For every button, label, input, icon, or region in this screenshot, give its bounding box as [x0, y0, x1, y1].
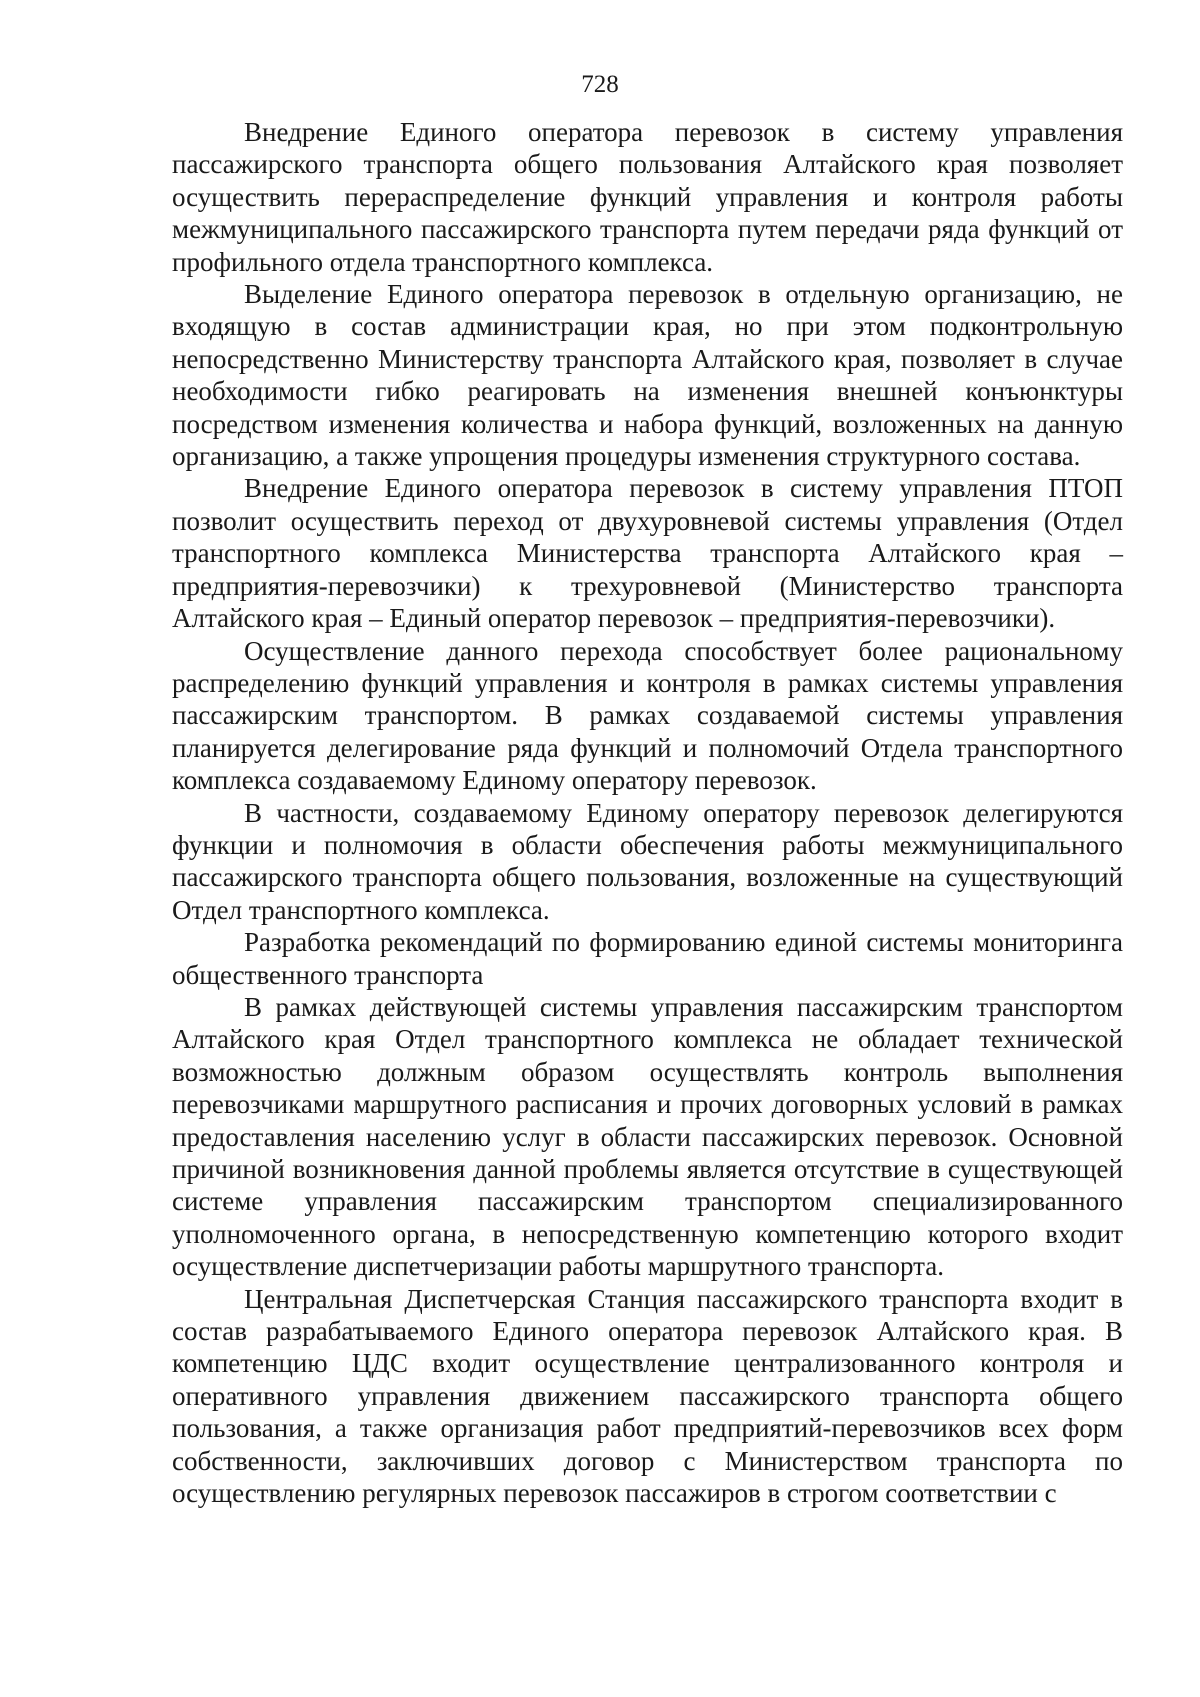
page-number: 728	[581, 71, 619, 98]
section-heading: Разработка рекомендаций по формированию единой системы мониторинга общественного транспорта	[172, 927, 1123, 990]
paragraph: В рамках действующей системы управления пассажирским транспортом Алтайского края Отдел транспортного комплекса не обладает технической возможностью должным образом осуществлять контроль выполнения перевозчиками маршрутного расписания и прочих договорных условий в рамках предоставления населению услуг в области пассажирских перевозок. Основной причиной возникновения данной проблемы является отсутствие в существующей системе управления пассажирским транспортом специализированного уполномоченного органа, в непосредственную компетенцию которого входит осуществление диспетчеризации работы маршрутного транспорта.	[172, 991, 1123, 1282]
paragraph: Центральная Диспетчерская Станция пассажирского транспорта входит в состав разрабатываемого Единого оператора перевозок Алтайского края. В компетенцию ЦДС входит осуществление централизованного контроля и оперативного управления движением пассажирского транспорта общего пользования, а также организация работ предприятий-перевозчиков всех форм собственности, заключивших договор с Министерством транспорта по осуществлению регулярных перевозок пассажиров в строгом соответствии с	[172, 1283, 1123, 1509]
paragraph: В частности, создаваемому Единому оператору перевозок делегируются функции и полномочия в области обеспечения работы межмуниципального пассажирского транспорта общего пользования, возложенные на существующий Отдел транспортного комплекса.	[172, 797, 1123, 925]
paragraph: Внедрение Единого оператора перевозок в систему управления пассажирского транспорта общего пользования Алтайского края позволяет осуществить перераспределение функций управления и контроля работы межмуниципального пассажирского транспорта путем передачи ряда функций от профильного отдела транспортного комплекса.	[172, 117, 1123, 277]
paragraph: Выделение Единого оператора перевозок в отдельную организацию, не входящую в состав администрации края, но при этом подконтрольную непосредственно Министерству транспорта Алтайского края, позволяет в случае необходимости гибко реагировать на изменения внешней конъюнктуры посредством изменения количества и набора функций, возложенных на данную организацию, а также упрощения процедуры изменения структурного состава.	[172, 279, 1123, 472]
body-text	[172, 116, 1123, 1509]
paragraph: Осуществление данного перехода способствует более рациональному распределению функций управления и контроля в рамках системы управления пассажирским транспортом. В рамках создаваемой системы управления планируется делегирование ряда функций и полномочий Отдела транспортного комплекса создаваемому Единому оператору перевозок.	[172, 635, 1123, 796]
paragraph: Внедрение Единого оператора перевозок в систему управления ПТОП позволит осуществить переход от двухуровневой системы управления (Отдел транспортного комплекса Министерства транспорта Алтайского края – предприятия-перевозчики) к трехуровневой (Министерство транспорта Алтайского края – Единый оператор перевозок – предприятия-перевозчики).	[172, 473, 1123, 634]
